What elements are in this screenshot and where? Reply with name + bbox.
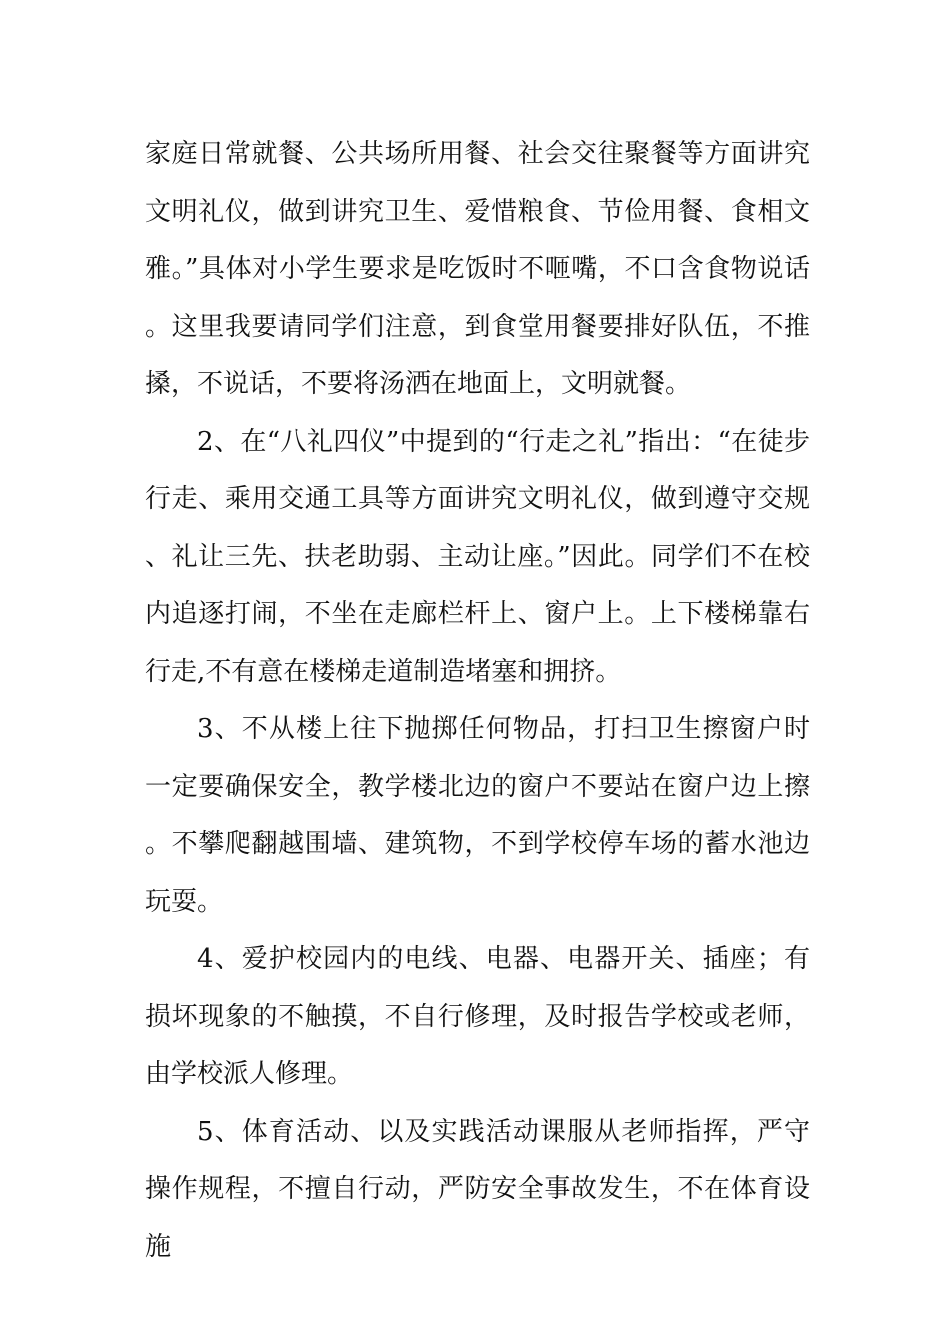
paragraph-4: 4、爱护校园内的电线、电器、电器开关、插座；有损坏现象的不触摸，不自行修理，及时报告学校或老师，由学校派人修理。 [145,944,810,1089]
paragraph-3: 3、不从楼上往下抛掷任何物品，打扫卫生擦窗户时一定要确保安全，教学楼北边的窗户不要站在窗户边上擦。不攀爬翻越围墙、建筑物，不到学校停车场的蓄水池边玩耍。 [145,714,810,917]
paragraph-2: 2、在“八礼四仪”中提到的“行走之礼”指出：“在徒步行走、乘用交通工具等方面讲究文明礼仪，做到遵守交规、礼让三先、扶老助弱、主动让座。”因此。同学们不在校内追逐打闹，不坐在走廊栏杆上、窗户上。上下楼梯靠右行走,不有意在楼梯走道制造堵塞和拥挤。 [145,426,810,687]
paragraph-1: 家庭日常就餐、公共场所用餐、社会交往聚餐等方面讲究文明礼仪，做到讲究卫生、爱惜粮食、节俭用餐、食相文雅。”具体对小学生要求是吃饭时不咂嘴，不口含食物说话。这里我要请同学们注意，到食堂用餐要排好队伍，不推搡，不说话，不要将汤洒在地面上，文明就餐。 [145,139,810,399]
paragraph-5: 5、体育活动、以及实践活动课服从老师指挥，严守操作规程，不擅自行动，严防安全事故发生，不在体育设施 [145,1116,810,1262]
document-body [145,126,810,1276]
